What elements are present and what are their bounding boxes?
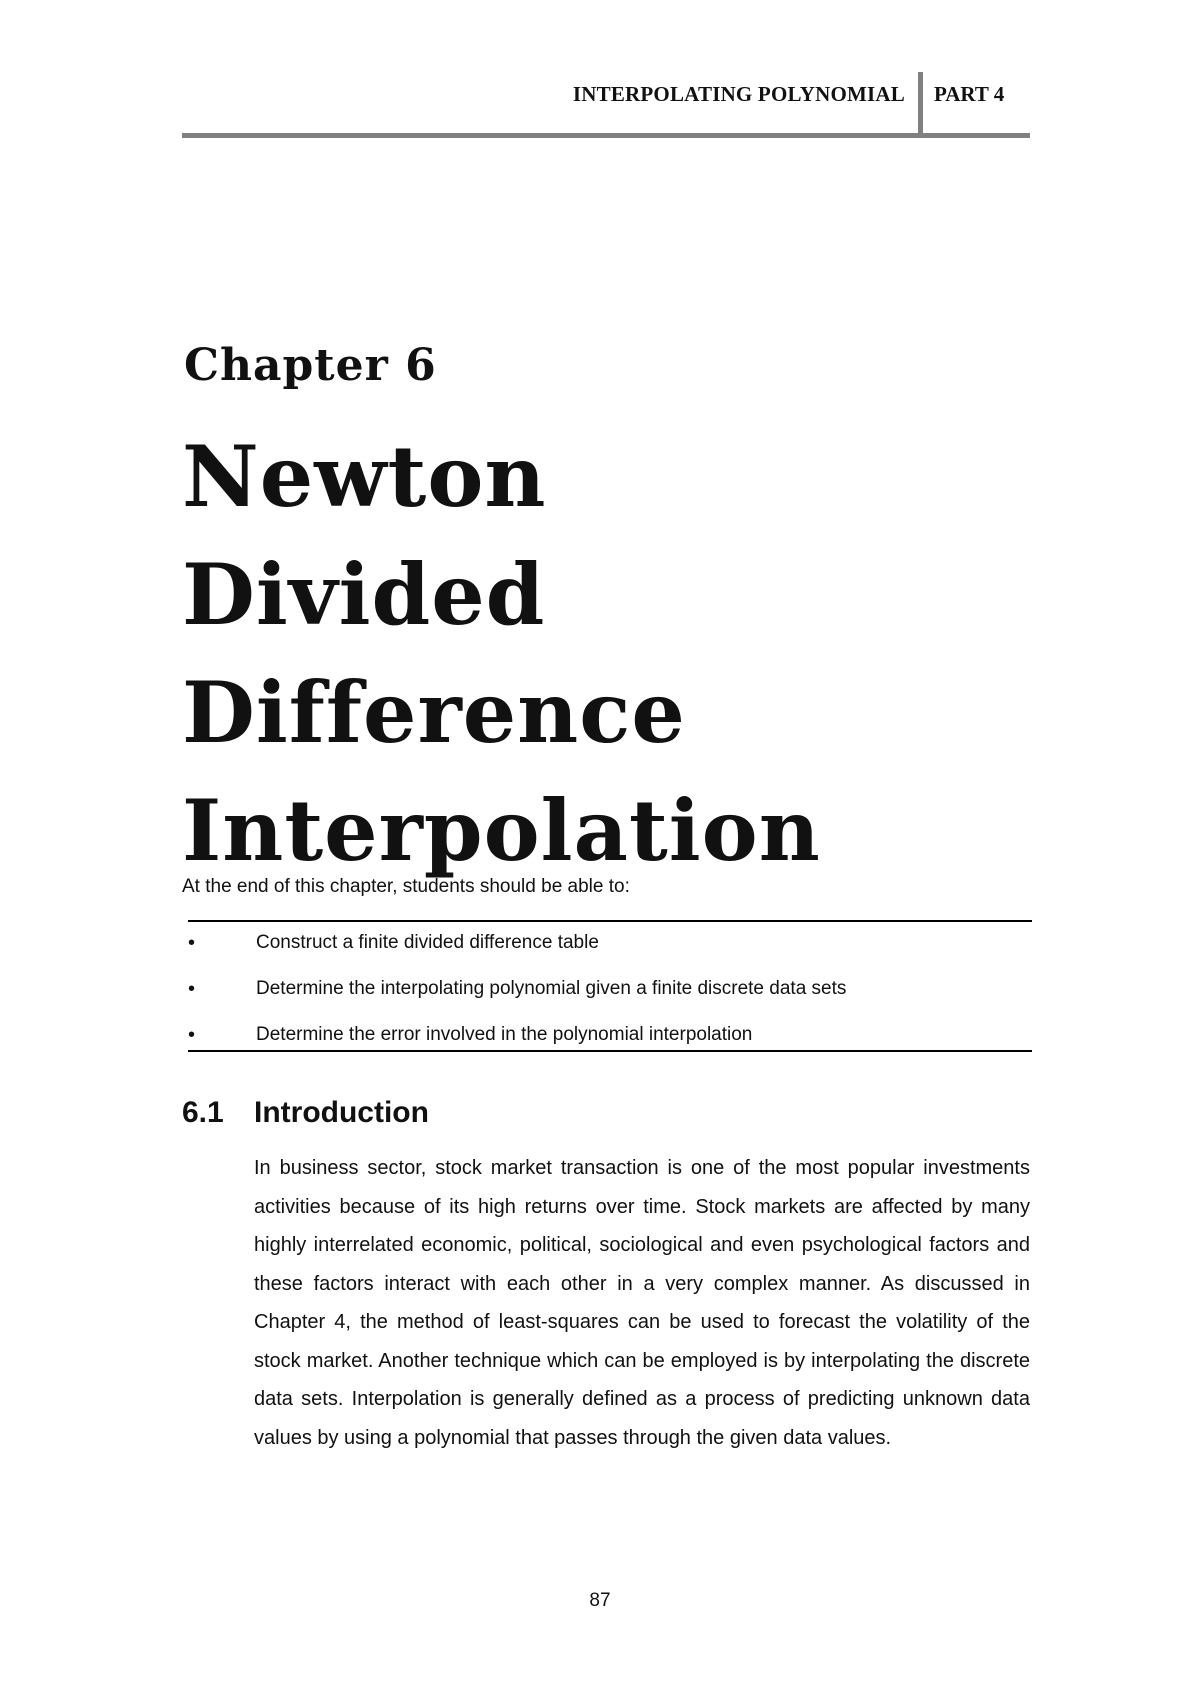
bullet-icon: • [188,932,196,954]
objective-item [188,978,1032,1008]
objective-text: Determine the interpolating polynomial given a finite discrete data sets [256,978,847,999]
section-body-paragraph: In business sector, stock market transaction is one of the most popular investments activities because of its high returns over time. Stock markets are affected by many highly interrelated economic, political, sociological and even psychological factors and these factors interact with each other in a very complex manner. As discussed in Chapter 4, the method of least-squares can be used to forecast the volatility of the stock market. Another technique which can be employed is by interpolating the discrete data sets. Interpolation is generally defined as a process of predicting unknown data values by using a polynomial that passes through the given data values. [254,1157,1030,1449]
bullet-icon: • [188,1024,196,1046]
objective-text: Construct a finite divided difference table [256,932,599,953]
header-divider [918,72,923,138]
section-heading [182,1096,429,1130]
learning-objectives-box [188,920,1032,1052]
header-title: INTERPOLATING POLYNOMIAL [572,82,905,106]
bullet-icon: • [188,978,196,1000]
header-rule [182,133,1030,138]
section-number: 6.1 [182,1096,224,1129]
header-part-label: PART 4 [934,82,1005,106]
chapter-title-line: Divided [182,545,546,644]
page-number: 87 [589,1590,611,1611]
objectives-intro: At the end of this chapter, students should be able to: [182,876,630,897]
objective-item [188,932,1032,962]
objective-item [188,1024,1032,1054]
objective-text: Determine the error involved in the polynomial interpolation [256,1024,753,1045]
chapter-title-line: Difference [182,663,686,762]
chapter-label: Chapter 6 [184,340,437,391]
chapter-title-line: Interpolation [182,781,821,880]
chapter-title [182,418,1042,890]
chapter-title-line: Newton [182,427,547,526]
section-title: Introduction [254,1096,429,1129]
running-header [182,72,1030,140]
